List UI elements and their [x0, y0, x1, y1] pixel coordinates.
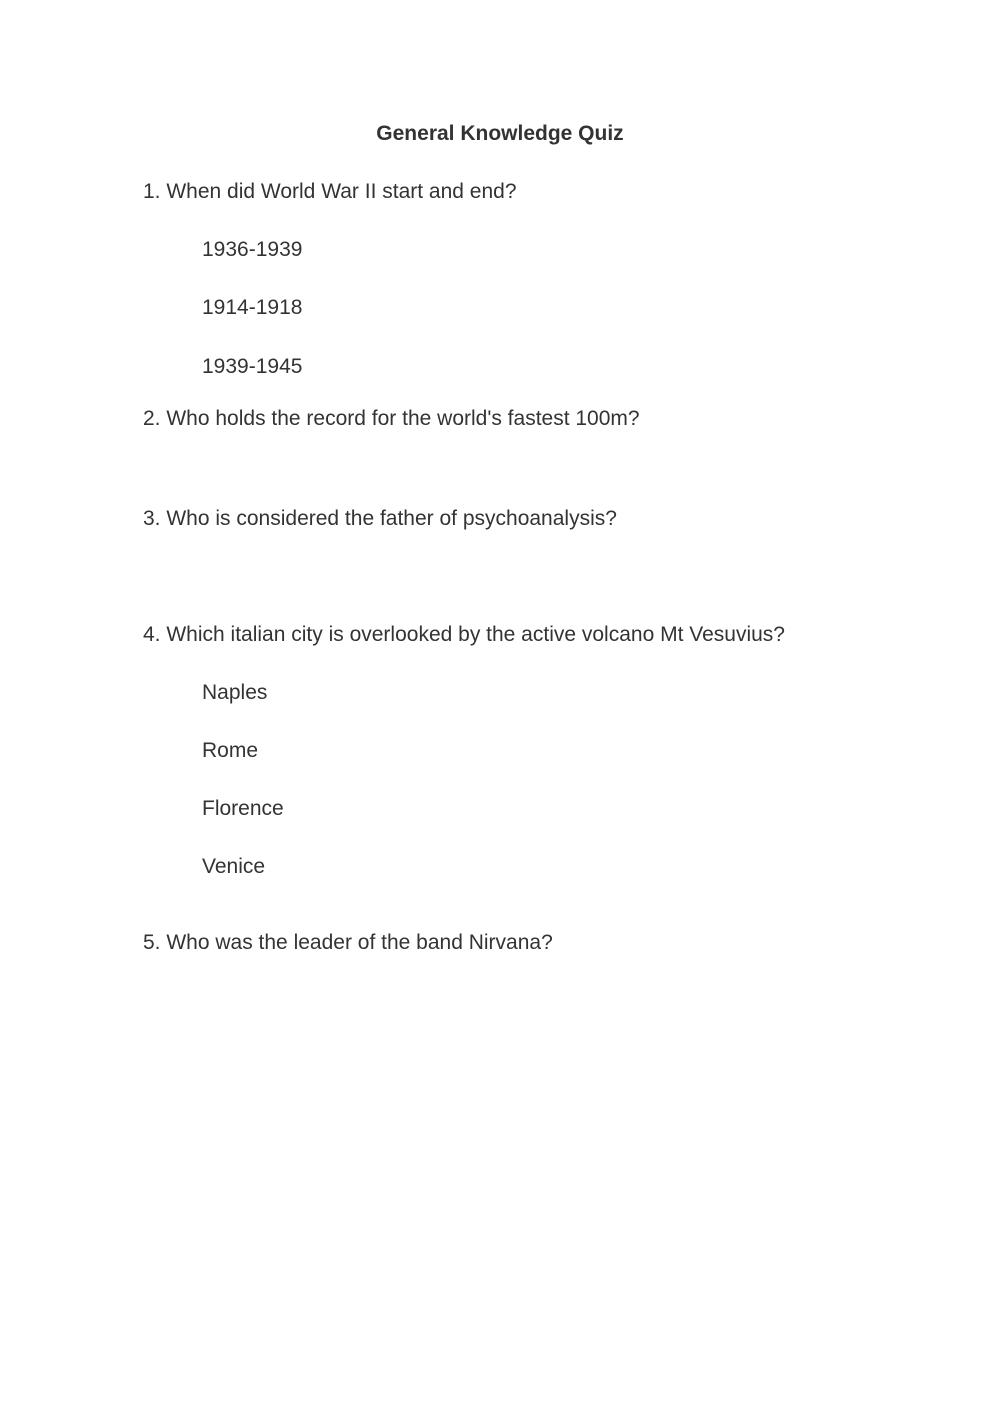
- question-1: 1. When did World War II start and end?: [143, 180, 517, 203]
- question-4: 4. Which italian city is overlooked by the active volcano Mt Vesuvius?: [143, 623, 785, 646]
- question-4-option-2: Rome: [202, 739, 259, 762]
- question-4-option-1: Naples: [202, 681, 268, 704]
- page-title: General Knowledge Quiz: [376, 122, 624, 145]
- question-3: 3. Who is considered the father of psychoanalysis?: [143, 507, 617, 530]
- question-5: 5. Who was the leader of the band Nirvana?: [143, 931, 553, 954]
- question-4-option-3: Florence: [202, 797, 284, 820]
- question-4-option-4: Venice: [202, 855, 266, 878]
- question-1-option-1: 1936-1939: [202, 238, 303, 261]
- question-1-option-3: 1939-1945: [202, 355, 303, 378]
- question-2: 2. Who holds the record for the world's fastest 100m?: [143, 407, 640, 430]
- question-1-option-2: 1914-1918: [202, 296, 303, 319]
